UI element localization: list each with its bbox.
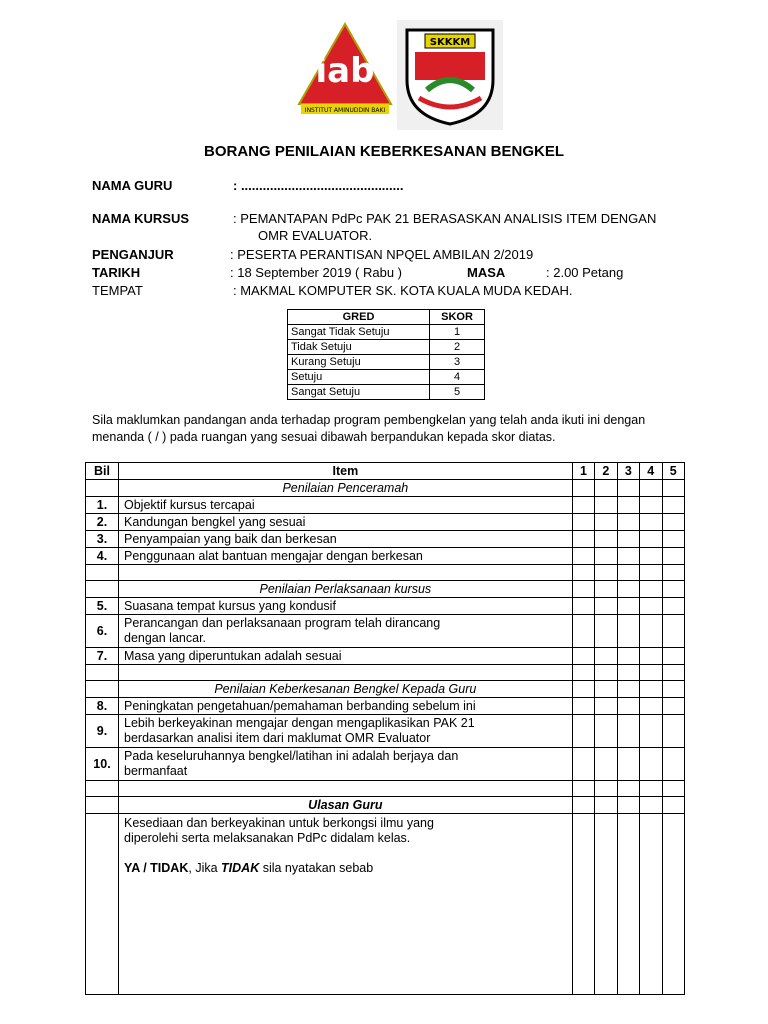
section-row: [86, 581, 685, 598]
table-row: [86, 615, 685, 648]
score-cell[interactable]: [572, 715, 594, 748]
gred-cell: Sangat Tidak Setuju: [288, 325, 430, 340]
table-row: [86, 514, 685, 531]
ulasan-rest: sila nyatakan sebab: [259, 861, 374, 875]
score-cell[interactable]: [640, 615, 662, 648]
ya-tidak-option[interactable]: YA / TIDAK: [124, 861, 189, 875]
score-cell[interactable]: [595, 497, 617, 514]
score-cell[interactable]: [595, 698, 617, 715]
section-title: Penilaian Keberkesanan Bengkel Kepada Guru: [119, 681, 573, 698]
section-row: [86, 797, 685, 814]
spacer-row: [86, 565, 685, 581]
row-item: [119, 748, 573, 781]
score-cell[interactable]: [595, 548, 617, 565]
nama-kursus-label: NAMA KURSUS: [92, 211, 190, 226]
instructions-line-1: Sila maklumkan pandangan anda terhadap program pembengkelan yang telah anda ikuti ini dengan: [92, 413, 646, 427]
score-cell[interactable]: [617, 514, 639, 531]
score-cell[interactable]: [662, 715, 685, 748]
score-cell[interactable]: [617, 615, 639, 648]
section-title: Penilaian Perlaksanaan kursus: [119, 581, 573, 598]
grade-row: [288, 355, 485, 370]
skkkm-text: SKKKM: [429, 37, 471, 48]
iab-letters: iab: [315, 51, 375, 91]
row-item-line-1: Perancangan dan perlaksanaan program telah dirancang: [124, 616, 441, 630]
skor-header: SKOR: [430, 310, 485, 325]
grade-table: [287, 309, 485, 400]
score-cell[interactable]: [617, 497, 639, 514]
row-item-line-2: berdasarkan analisi item dari maklumat OMR Evaluator: [124, 731, 431, 745]
row-number: 10.: [86, 748, 119, 781]
section-title: Penilaian Penceramah: [119, 480, 573, 497]
row-item-line-2: dengan lancar.: [124, 631, 207, 645]
tidak-emphasis: TIDAK: [221, 861, 260, 875]
ulasan-line-1: Kesediaan dan berkeyakinan untuk berkongsi ilmu yang: [124, 816, 434, 830]
iab-logo: [295, 20, 395, 120]
score-5-header: 5: [662, 463, 685, 480]
score-cell[interactable]: [572, 497, 594, 514]
evaluation-header: [86, 463, 685, 480]
score-cell[interactable]: [662, 531, 685, 548]
grade-row: [288, 370, 485, 385]
row-item: Objektif kursus tercapai: [119, 497, 573, 514]
tarikh-value: : 18 September 2019 ( Rabu ): [230, 265, 402, 280]
score-cell[interactable]: [617, 648, 639, 665]
score-cell[interactable]: [595, 748, 617, 781]
skor-cell: 4: [430, 370, 485, 385]
masa-value: : 2.00 Petang: [546, 265, 624, 280]
score-cell[interactable]: [572, 598, 594, 615]
nama-guru-label: NAMA GURU: [92, 178, 173, 193]
score-cell[interactable]: [662, 497, 685, 514]
nama-kursus-value-cont: OMR EVALUATOR.: [258, 228, 373, 243]
ulasan-cell[interactable]: [119, 814, 573, 995]
row-number: 3.: [86, 531, 119, 548]
skor-cell: 3: [430, 355, 485, 370]
ulasan-line-2: diperolehi serta melaksanakan PdPc didalam kelas.: [124, 831, 411, 845]
penganjur-label: PENGANJUR: [92, 247, 174, 262]
score-cell[interactable]: [662, 615, 685, 648]
iab-caption: INSTITUT AMINUDDIN BAKI: [304, 107, 386, 114]
row-item: Suasana tempat kursus yang kondusif: [119, 598, 573, 615]
score-cell[interactable]: [662, 514, 685, 531]
ulasan-answer-line: [124, 861, 567, 876]
row-number: 1.: [86, 497, 119, 514]
row-number: 9.: [86, 715, 119, 748]
score-cell[interactable]: [617, 748, 639, 781]
row-item: Masa yang diperuntukan adalah sesuai: [119, 648, 573, 665]
score-cell[interactable]: [640, 698, 662, 715]
score-cell[interactable]: [595, 615, 617, 648]
score-cell[interactable]: [617, 598, 639, 615]
score-cell[interactable]: [617, 548, 639, 565]
row-number: 7.: [86, 648, 119, 665]
masa-label: MASA: [467, 265, 506, 280]
score-cell[interactable]: [662, 548, 685, 565]
row-number: 5.: [86, 598, 119, 615]
tarikh-label: TARIKH: [92, 265, 141, 280]
grade-row: [288, 385, 485, 400]
row-number: 4.: [86, 548, 119, 565]
score-cell[interactable]: [617, 698, 639, 715]
score-cell[interactable]: [595, 715, 617, 748]
score-cell[interactable]: [640, 748, 662, 781]
table-row: [86, 497, 685, 514]
instructions: [92, 412, 692, 446]
table-row: [86, 648, 685, 665]
score-cell[interactable]: [572, 698, 594, 715]
score-cell[interactable]: [640, 715, 662, 748]
score-cell[interactable]: [662, 648, 685, 665]
score-cell[interactable]: [662, 748, 685, 781]
score-cell[interactable]: [595, 531, 617, 548]
score-cell[interactable]: [572, 615, 594, 648]
table-row: [86, 748, 685, 781]
evaluation-table: [85, 462, 685, 995]
ulasan-row: [86, 814, 685, 995]
table-row: [86, 531, 685, 548]
row-item-line-2: bermanfaat: [124, 764, 188, 778]
skor-cell: 5: [430, 385, 485, 400]
score-cell[interactable]: [662, 598, 685, 615]
score-4-header: 4: [640, 463, 662, 480]
tempat-value: : MAKMAL KOMPUTER SK. KOTA KUALA MUDA KEDAH.: [233, 283, 573, 298]
score-cell[interactable]: [640, 497, 662, 514]
table-row: [86, 598, 685, 615]
row-number: 8.: [86, 698, 119, 715]
grade-row: [288, 340, 485, 355]
score-cell[interactable]: [617, 531, 639, 548]
row-number: 6.: [86, 615, 119, 648]
score-cell[interactable]: [640, 548, 662, 565]
score-cell[interactable]: [572, 548, 594, 565]
row-item: Peningkatan pengetahuan/pemahaman berbanding sebelum ini: [119, 698, 573, 715]
score-2-header: 2: [595, 463, 617, 480]
grade-row: [288, 325, 485, 340]
instructions-line-2: menanda ( / ) pada ruangan yang sesuai dibawah berpandukan kepada skor diatas.: [92, 430, 556, 444]
score-cell[interactable]: [572, 648, 594, 665]
score-cell[interactable]: [572, 531, 594, 548]
penganjur-value: : PESERTA PERANTISAN NPQEL AMBILAN 2/2019: [230, 247, 534, 262]
bil-header: Bil: [86, 463, 119, 480]
table-row: [86, 548, 685, 565]
gred-cell: Sangat Setuju: [288, 385, 430, 400]
table-row: [86, 698, 685, 715]
gred-cell: Setuju: [288, 370, 430, 385]
score-cell[interactable]: [617, 715, 639, 748]
row-item: Kandungan bengkel yang sesuai: [119, 514, 573, 531]
skkkm-logo: [397, 20, 503, 130]
score-cell[interactable]: [640, 648, 662, 665]
row-item: Penyampaian yang baik dan berkesan: [119, 531, 573, 548]
score-cell[interactable]: [595, 648, 617, 665]
grade-table-header: [288, 310, 485, 325]
item-header: Item: [119, 463, 573, 480]
row-number: 2.: [86, 514, 119, 531]
score-cell[interactable]: [640, 531, 662, 548]
score-cell[interactable]: [572, 514, 594, 531]
score-cell[interactable]: [572, 748, 594, 781]
score-cell[interactable]: [662, 698, 685, 715]
spacer-row: [86, 781, 685, 797]
section-row: [86, 480, 685, 497]
gred-cell: Kurang Setuju: [288, 355, 430, 370]
spacer-row: [86, 665, 685, 681]
section-row: [86, 681, 685, 698]
row-item: [119, 615, 573, 648]
gred-cell: Tidak Setuju: [288, 340, 430, 355]
skor-cell: 2: [430, 340, 485, 355]
nama-kursus-value: : PEMANTAPAN PdPc PAK 21 BERASASKAN ANALISIS ITEM DENGAN: [233, 211, 657, 226]
score-1-header: 1: [572, 463, 594, 480]
section-title: Ulasan Guru: [119, 797, 573, 814]
nama-guru-value: : .............................................: [233, 178, 404, 193]
score-cell[interactable]: [595, 514, 617, 531]
tempat-label: TEMPAT: [92, 283, 143, 298]
row-item: [119, 715, 573, 748]
score-cell[interactable]: [640, 598, 662, 615]
gred-header: GRED: [288, 310, 430, 325]
score-3-header: 3: [617, 463, 639, 480]
ulasan-jika: , Jika: [188, 861, 222, 875]
score-cell[interactable]: [640, 514, 662, 531]
table-row: [86, 715, 685, 748]
row-item: Penggunaan alat bantuan mengajar dengan berkesan: [119, 548, 573, 565]
skor-cell: 1: [430, 325, 485, 340]
row-item-line-1: Lebih berkeyakinan mengajar dengan mengaplikasikan PAK 21: [124, 716, 475, 730]
row-item-line-1: Pada keseluruhannya bengkel/latihan ini adalah berjaya dan: [124, 749, 459, 763]
form-title: BORANG PENILAIAN KEBERKESANAN BENGKEL: [203, 143, 565, 160]
score-cell[interactable]: [595, 598, 617, 615]
